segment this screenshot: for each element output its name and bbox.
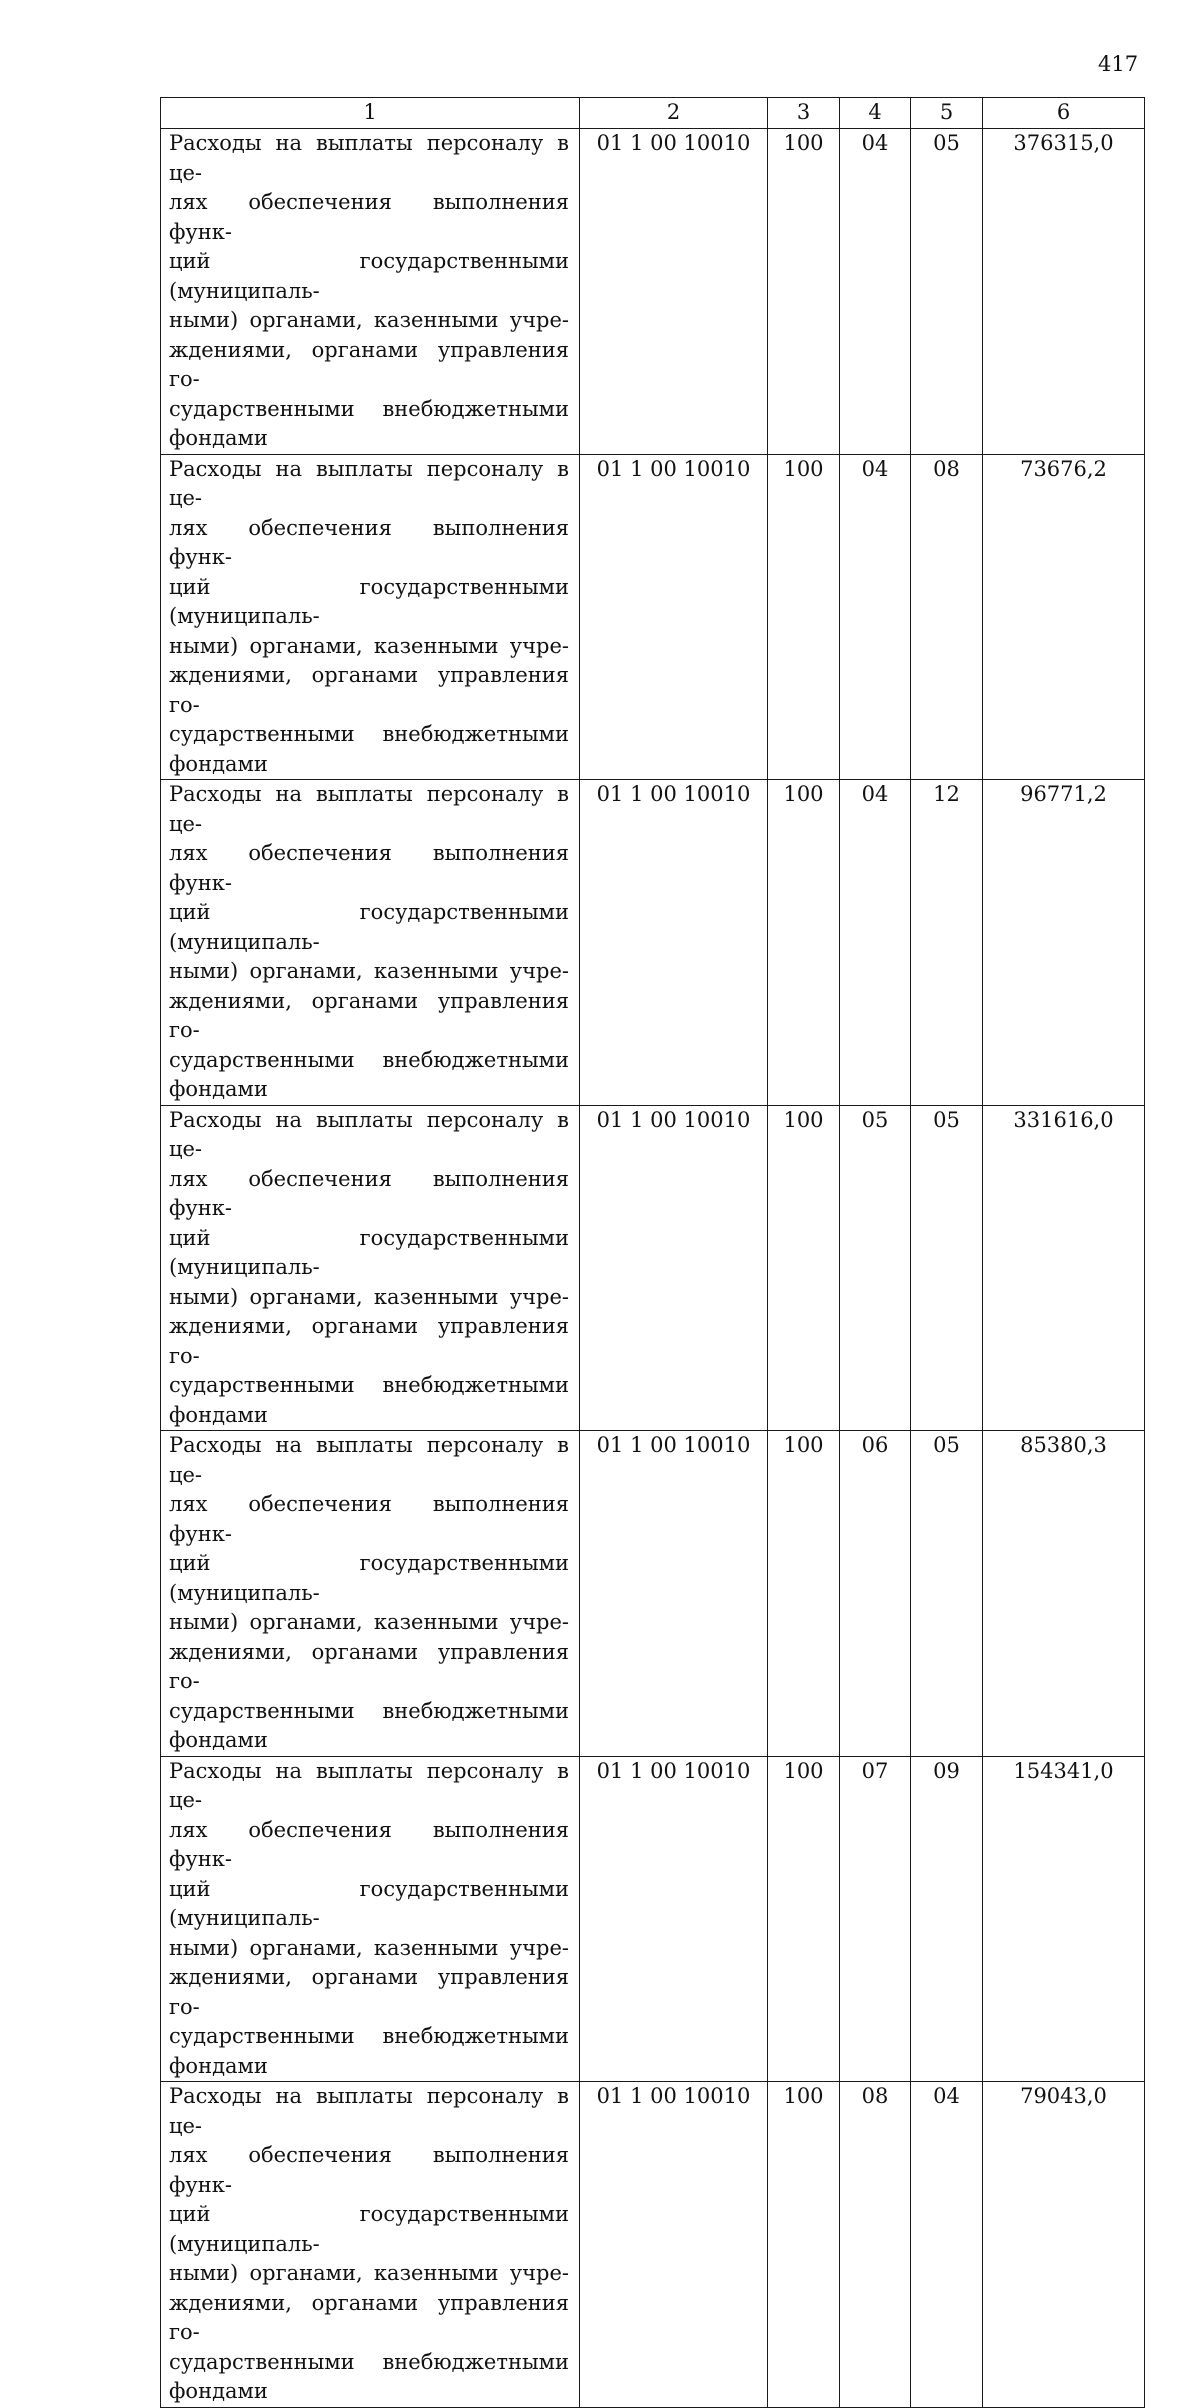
expense-name-line: ждениями, органами управления го- — [169, 2290, 569, 2344]
table-body — [161, 129, 1145, 2408]
expense-name-cell — [161, 1756, 580, 2082]
expense-name-line: лях обеспечения выполнения функ- — [169, 1166, 569, 1220]
expense-name-line: лях обеспечения выполнения функ- — [169, 841, 569, 895]
page-number: 417 — [1098, 52, 1139, 76]
expense-name-line: сударственными внебюджетными — [169, 396, 569, 421]
budget-code-cell: 01 1 00 10010 — [580, 1756, 768, 2082]
header-col-4: 4 — [840, 98, 911, 129]
amount-cell: 79043,0 — [983, 2082, 1145, 2408]
budget-code-cell: 01 1 00 10010 — [580, 1105, 768, 1431]
header-col-6: 6 — [983, 98, 1145, 129]
expense-name-line: ными) органами, казенными учре- — [169, 633, 569, 658]
expense-name-line: ными) органами, казенными учре- — [169, 959, 569, 983]
table-row — [161, 780, 1145, 1106]
expense-name-line: ждениями, органами управления го- — [169, 1314, 569, 1368]
expense-name-line: фондами — [169, 426, 268, 450]
amount-cell: 331616,0 — [983, 1105, 1145, 1431]
table-row — [161, 1431, 1145, 1757]
header-col-2: 2 — [580, 98, 768, 129]
subsection-cell: 05 — [911, 1431, 983, 1757]
expense-name-line: фондами — [169, 751, 268, 776]
expense-name-cell — [161, 2082, 580, 2408]
expense-name-line: сударственными внебюджетными — [169, 2349, 569, 2374]
subsection-cell: 05 — [911, 1105, 983, 1431]
expense-type-cell: 100 — [768, 1431, 840, 1757]
budget-code-cell: 01 1 00 10010 — [580, 129, 768, 455]
budget-table — [160, 97, 1145, 2408]
expense-name-line: ций государственными (муниципаль- — [169, 1551, 569, 1605]
expense-type-cell: 100 — [768, 2082, 840, 2408]
section-cell: 07 — [840, 1756, 911, 2082]
table-row — [161, 454, 1145, 780]
expense-name-line: Расходы на выплаты персоналу в це- — [169, 131, 569, 185]
expense-type-cell: 100 — [768, 1105, 840, 1431]
expense-name-line: ными) органами, казенными учре- — [169, 308, 569, 332]
expense-name-line: сударственными внебюджетными — [169, 722, 569, 746]
expense-name-line: ций государственными (муниципаль- — [169, 2202, 569, 2256]
expense-name-line: Расходы на выплаты персоналу в це- — [169, 2084, 569, 2138]
amount-cell: 85380,3 — [983, 1431, 1145, 1757]
expense-name-line: сударственными внебюджетными — [169, 1698, 569, 1723]
expense-name-line: ждениями, органами управления го- — [169, 337, 569, 391]
expense-type-cell: 100 — [768, 780, 840, 1106]
expense-type-cell: 100 — [768, 129, 840, 455]
expense-name-line: фондами — [169, 1728, 268, 1752]
header-col-5: 5 — [911, 98, 983, 129]
expense-name-line: ждениями, органами управления го- — [169, 1639, 569, 1693]
expense-name-line: лях обеспечения выполнения функ- — [169, 190, 569, 244]
table-row — [161, 129, 1145, 455]
expense-name-line: ждениями, органами управления го- — [169, 988, 569, 1042]
expense-name-line: ций государственными (муниципаль- — [169, 249, 569, 303]
expense-name-line: ными) органами, казенными учре- — [169, 1610, 569, 1634]
expense-name-line: Расходы на выплаты персоналу в це- — [169, 1107, 569, 1161]
expense-name-cell — [161, 1431, 580, 1757]
budget-code-cell: 01 1 00 10010 — [580, 1431, 768, 1757]
expense-name-line: фондами — [169, 1077, 268, 1101]
expense-name-line: сударственными внебюджетными — [169, 1373, 569, 1397]
amount-cell: 154341,0 — [983, 1756, 1145, 2082]
table-row — [161, 2082, 1145, 2408]
table-row — [161, 1105, 1145, 1431]
subsection-cell: 09 — [911, 1756, 983, 2082]
section-cell: 04 — [840, 129, 911, 455]
expense-name-cell — [161, 454, 580, 780]
table-row — [161, 1756, 1145, 2082]
expense-name-line: ными) органами, казенными учре- — [169, 1935, 569, 1960]
budget-code-cell: 01 1 00 10010 — [580, 780, 768, 1106]
expense-name-line: Расходы на выплаты персоналу в це- — [169, 456, 569, 510]
expense-name-line: ций государственными (муниципаль- — [169, 574, 569, 628]
section-cell: 08 — [840, 2082, 911, 2408]
expense-name-line: лях обеспечения выполнения функ- — [169, 1817, 569, 1871]
budget-code-cell: 01 1 00 10010 — [580, 454, 768, 780]
subsection-cell: 04 — [911, 2082, 983, 2408]
expense-name-line: фондами — [169, 1402, 268, 1427]
expense-type-cell: 100 — [768, 454, 840, 780]
expense-name-line: лях обеспечения выполнения функ- — [169, 515, 569, 569]
expense-name-line: ций государственными (муниципаль- — [169, 900, 569, 954]
expense-name-line: сударственными внебюджетными — [169, 2024, 569, 2048]
expense-name-line: Расходы на выплаты персоналу в це- — [169, 1433, 569, 1487]
expense-name-line: Расходы на выплаты персоналу в це- — [169, 1758, 569, 1812]
budget-code-cell: 01 1 00 10010 — [580, 2082, 768, 2408]
expense-name-cell — [161, 780, 580, 1106]
expense-name-cell — [161, 1105, 580, 1431]
subsection-cell: 08 — [911, 454, 983, 780]
expense-name-line: ций государственными (муниципаль- — [169, 1225, 569, 1279]
expense-name-line: сударственными внебюджетными — [169, 1047, 569, 1072]
amount-cell: 376315,0 — [983, 129, 1145, 455]
section-cell: 06 — [840, 1431, 911, 1757]
section-cell: 04 — [840, 780, 911, 1106]
expense-name-line: лях обеспечения выполнения функ- — [169, 2143, 569, 2197]
expense-name-line: фондами — [169, 2379, 268, 2403]
section-cell: 05 — [840, 1105, 911, 1431]
expense-name-line: ций государственными (муниципаль- — [169, 1876, 569, 1930]
amount-cell: 96771,2 — [983, 780, 1145, 1106]
expense-name-line: ными) органами, казенными учре- — [169, 2261, 569, 2285]
subsection-cell: 12 — [911, 780, 983, 1106]
expense-name-line: Расходы на выплаты персоналу в це- — [169, 782, 569, 836]
expense-name-line: ными) органами, казенными учре- — [169, 1284, 569, 1309]
expense-type-cell: 100 — [768, 1756, 840, 2082]
expense-name-line: лях обеспечения выполнения функ- — [169, 1492, 569, 1546]
expense-name-line: ждениями, органами управления го- — [169, 663, 569, 717]
expense-name-cell — [161, 129, 580, 455]
table-header-row — [161, 98, 1145, 129]
subsection-cell: 05 — [911, 129, 983, 455]
header-col-1: 1 — [161, 98, 580, 129]
amount-cell: 73676,2 — [983, 454, 1145, 780]
expense-name-line: ждениями, органами управления го- — [169, 1965, 569, 2019]
section-cell: 04 — [840, 454, 911, 780]
header-col-3: 3 — [768, 98, 840, 129]
expense-name-line: фондами — [169, 2053, 268, 2078]
